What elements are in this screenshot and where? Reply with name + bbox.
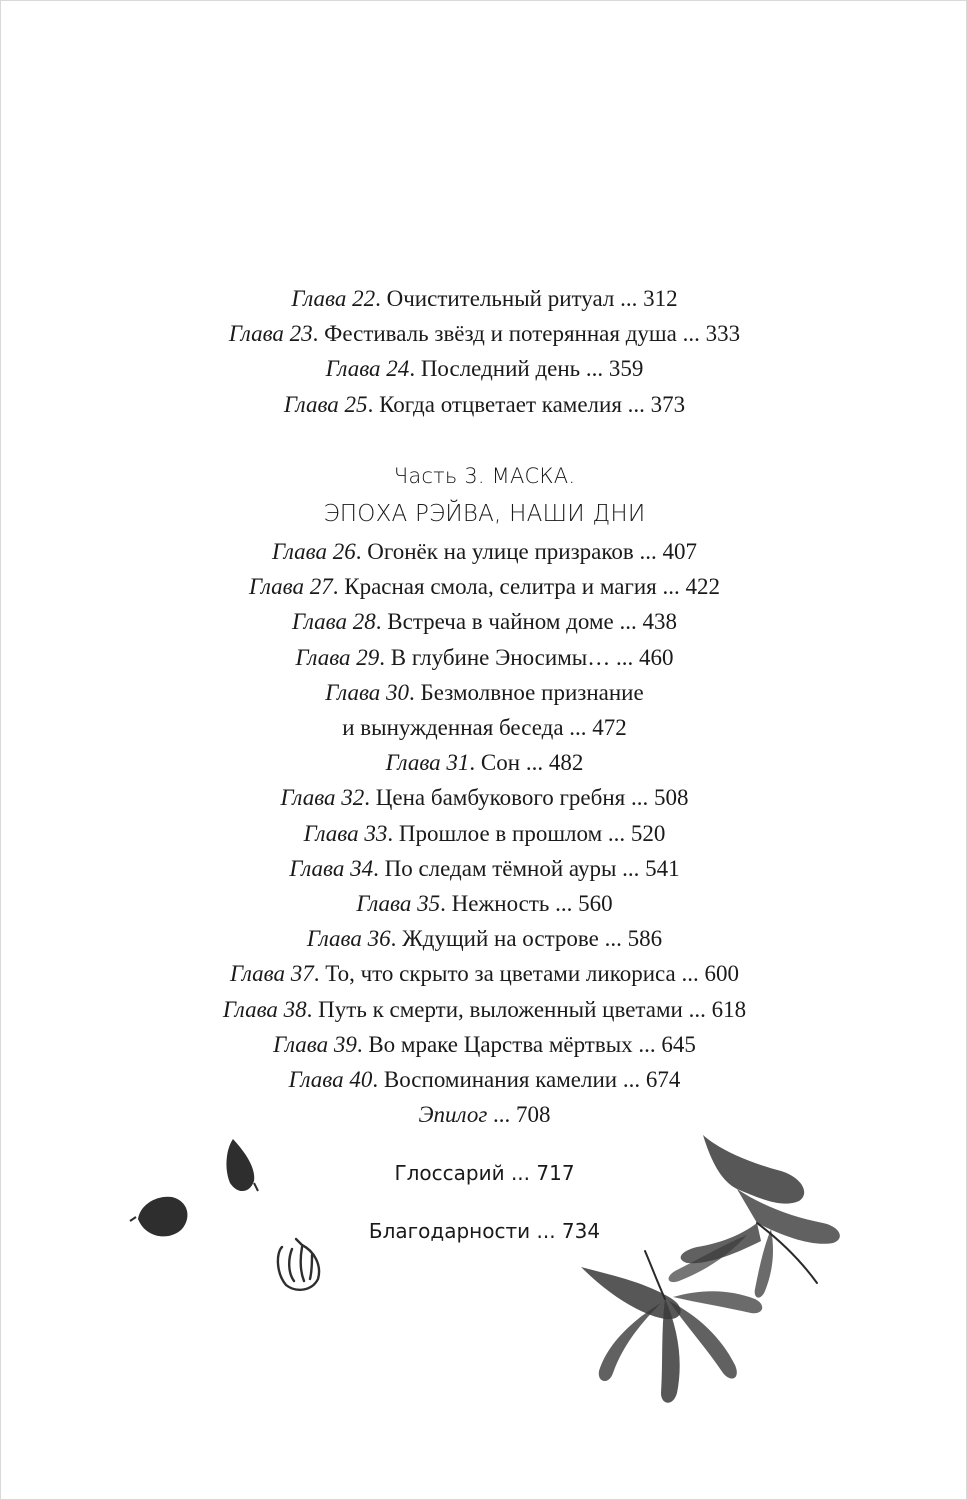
chapter-title: . Нежность ... 560	[440, 891, 613, 917]
chapter-title: . Очистительный ритуал ... 312	[375, 286, 678, 311]
toc-entry-chapter-26	[1, 534, 967, 569]
chapter-title: . Путь к смерти, выложенный цветами ... 618	[306, 996, 747, 1022]
toc-entry-chapter-25	[1, 387, 967, 422]
chapter-label: Глава 24	[325, 356, 410, 382]
toc-entry-epilogue	[1, 1097, 967, 1132]
chapter-label: Глава 33	[303, 820, 388, 846]
chapter-label: Глава 28	[292, 609, 376, 635]
toc-entry-glossary: Глоссарий ... 717	[394, 1161, 575, 1185]
toc-entry-chapter-34	[1, 851, 967, 886]
chapter-label: Глава 34	[289, 855, 374, 881]
part-title: Часть 3. МАСКА.	[393, 464, 576, 488]
toc-entry-chapter-37	[1, 956, 967, 991]
chapter-label: Глава 32	[280, 785, 365, 811]
chapter-label: Глава 25	[283, 391, 368, 417]
toc-entry-chapter-36	[1, 921, 967, 956]
chapter-label: Глава 27	[248, 574, 333, 600]
chapter-label: Глава 22	[291, 286, 376, 311]
toc-entry-chapter-33	[1, 816, 967, 851]
toc-entry-chapter-31	[1, 745, 967, 780]
chapter-label: Глава 37	[230, 961, 314, 987]
maple-leaf-illustration	[561, 1131, 891, 1431]
toc-entry-chapter-27	[1, 569, 967, 604]
chapter-title: . Безмолвное признание	[409, 679, 644, 705]
chapter-title: и вынужденная беседа ... 472	[342, 715, 627, 741]
chapter-title: . По следам тёмной ауры ... 541	[373, 855, 680, 881]
toc-chapters-22-25	[1, 281, 967, 422]
chapter-title: . Огонёк на улице призраков ... 407	[355, 539, 697, 564]
toc-entry-chapter-32	[1, 780, 967, 815]
chapter-title: . Сон ... 482	[469, 750, 584, 776]
chapter-title: . Когда отцветает камелия ... 373	[367, 391, 686, 417]
seed-pod-illustration	[126, 1131, 336, 1301]
part-subtitle: ЭПОХА РЭЙВА, НАШИ ДНИ	[323, 501, 646, 527]
toc-entry-chapter-35	[1, 886, 967, 921]
chapter-title: . Фестиваль звёзд и потерянная душа ... 333	[312, 321, 741, 347]
chapter-label: Глава 31	[385, 750, 470, 776]
toc-entry-acknowledgements: Благодарности ... 734	[368, 1219, 601, 1243]
chapter-label: Глава 40	[288, 1067, 373, 1093]
chapter-title: . То, что скрыто за цветами ликориса ... 600	[313, 961, 739, 987]
toc-entry-chapter-40	[1, 1062, 967, 1097]
chapter-title: . Ждущий на острове ... 586	[390, 926, 663, 952]
chapter-label: Глава 29	[295, 644, 380, 670]
chapter-label: Глава 36	[306, 926, 391, 952]
chapter-label: Глава 26	[272, 539, 356, 564]
toc-entry-chapter-30-continued	[1, 710, 967, 745]
toc-part-3	[1, 458, 967, 1132]
chapter-label: Глава 39	[273, 1031, 357, 1057]
toc-entry-chapter-39	[1, 1027, 967, 1062]
chapter-title: . Цена бамбукового гребня ... 508	[364, 785, 689, 811]
toc-entry-chapter-29	[1, 640, 967, 675]
chapter-label: Глава 30	[325, 679, 410, 705]
chapter-title: . В глубине Эносимы… ... 460	[379, 644, 674, 670]
chapter-title: . Во мраке Царства мёртвых ... 645	[356, 1031, 696, 1057]
chapter-title: ... 708	[487, 1102, 551, 1128]
chapter-label: Эпилог	[418, 1102, 488, 1128]
toc-entry-chapter-22	[1, 281, 967, 316]
toc-entry-chapter-28	[1, 604, 967, 639]
chapter-title: . Красная смола, селитра и магия ... 422	[332, 574, 720, 600]
chapter-title: . Воспоминания камелии ... 674	[372, 1067, 681, 1093]
toc-entry-chapter-24	[1, 351, 967, 386]
chapter-title: . Последний день ... 359	[409, 356, 644, 382]
chapter-label: Глава 23	[228, 321, 313, 347]
toc-entry-chapter-23	[1, 316, 967, 351]
toc-entry-chapter-38	[1, 992, 967, 1027]
chapter-label: Глава 35	[356, 891, 441, 917]
toc-entry-chapter-30	[1, 675, 967, 710]
chapter-title: . Прошлое в прошлом ... 520	[387, 820, 666, 846]
chapter-title: . Встреча в чайном доме ... 438	[375, 609, 677, 635]
chapter-label: Глава 38	[222, 996, 307, 1022]
